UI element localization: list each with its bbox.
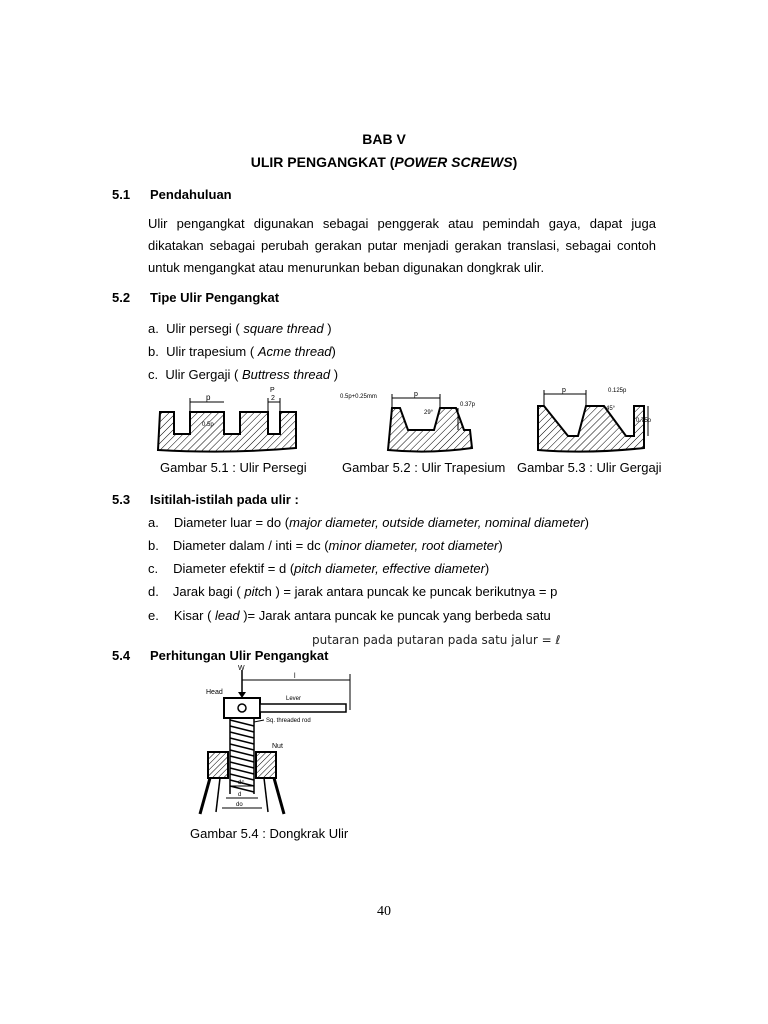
list-text-end: ): [584, 515, 589, 530]
list-marker: c.: [148, 367, 159, 382]
list-marker: c.: [148, 561, 159, 576]
figure-5-3-caption: Gambar 5.3 : Ulir Gergaji: [517, 460, 662, 475]
list-text: Kisar (: [173, 608, 216, 623]
term-d: [148, 584, 557, 599]
section-5-1-number: 5.1: [112, 187, 131, 202]
section-5-1-title: Pendahuluan: [150, 187, 232, 202]
chapter-number: BAB V: [362, 131, 406, 147]
list-text-end: )= Jarak antara puncak ke puncak yang berbeda satu: [239, 608, 551, 623]
list-text: Diameter dalam / inti = dc (: [172, 538, 329, 553]
list-text: Diameter luar = do (: [173, 515, 290, 530]
section-5-2-number: 5.2: [112, 290, 131, 305]
term-e: [148, 608, 551, 623]
buttress-thread-figure: [528, 384, 658, 454]
label-load: W: [238, 665, 245, 672]
label-depth: 0.37p: [460, 402, 476, 408]
label-nut: Nut: [272, 743, 283, 750]
label-angle: 29°: [424, 410, 434, 416]
page-number: 40: [377, 904, 391, 919]
list-marker: e.: [148, 608, 159, 623]
label-half-pitch-top: P: [270, 387, 275, 394]
chapter-title-prefix: ULIR PENGANGKAT (: [250, 154, 395, 170]
chapter-title: [0, 154, 768, 170]
label-pitch: p: [414, 391, 418, 398]
list-text-end: ): [330, 367, 339, 382]
list-italic: pitc: [244, 584, 265, 599]
thread-type-c: [148, 367, 338, 382]
label-head: Head: [206, 689, 223, 696]
paragraph-line-2: dikatakan sebagai perubah gerakan putar menjadi gerakan translasi, sebagai contoh: [148, 238, 656, 253]
term-a: [148, 515, 589, 530]
label-depth: 0.75p: [636, 418, 652, 424]
paragraph-line-1: Ulir pengangkat digunakan sebagai penggerak atau pemindah gaya, dapat juga: [148, 216, 656, 231]
list-marker: a.: [148, 515, 159, 530]
list-text: Diameter efektif = d (: [173, 561, 295, 576]
list-text-end: ): [484, 561, 490, 576]
label-pitch: p: [206, 393, 211, 402]
list-text: Ulir persegi (: [166, 321, 244, 336]
list-marker: d.: [148, 584, 159, 599]
section-5-2-title: Tipe Ulir Pengangkat: [150, 290, 280, 305]
screw-jack-figure: [190, 664, 370, 822]
chapter-title-suffix: ): [512, 154, 518, 170]
list-italic: minor diameter, root diameter: [328, 538, 499, 553]
label-half-pitch-bottom: 2: [271, 395, 275, 402]
list-marker: b.: [148, 344, 159, 359]
list-italic: lead: [215, 608, 240, 623]
list-text-end: ): [323, 321, 332, 336]
chapter-title-italic: POWER SCREWS: [394, 154, 513, 170]
list-text: Ulir Gergaji (: [165, 367, 242, 382]
section-5-4-number: 5.4: [112, 648, 131, 663]
thread-type-a: [148, 321, 332, 336]
section-5-1-paragraph: [148, 213, 656, 279]
label-dc: dc: [238, 780, 245, 786]
label-angle: 45°: [606, 406, 616, 412]
section-5-4-title: Perhitungan Ulir Pengangkat: [150, 648, 329, 663]
list-italic: Buttress thread: [241, 367, 331, 382]
paragraph-line-3: untuk mengangkat atau menurunkan beban digunakan dongkrak ulir.: [148, 260, 545, 275]
list-text: Ulir trapesium (: [166, 344, 258, 359]
list-marker: a.: [148, 321, 159, 336]
label-length: l: [294, 673, 296, 680]
list-italic: major diameter, outside diameter, nominal diameter: [289, 515, 585, 530]
label-d: d: [238, 792, 242, 798]
trapezoidal-thread-figure: [340, 386, 490, 454]
section-5-3-number: 5.3: [112, 492, 131, 507]
figure-5-4-caption: Gambar 5.4 : Dongkrak Ulir: [190, 826, 349, 841]
section-5-3-title: Isitilah-istilah pada ulir :: [150, 492, 299, 507]
thread-type-b: [148, 344, 336, 359]
square-thread-figure: [150, 382, 300, 454]
label-lever: Lever: [286, 696, 302, 702]
list-text-end: ): [331, 344, 336, 359]
label-do: do: [236, 802, 243, 808]
list-text-end: h ) = jarak antara puncak ke puncak berikutnya = p: [264, 584, 558, 599]
list-italic: pitch diameter, effective diameter: [294, 561, 485, 576]
label-crest-width: 0.5p+0.25mm: [340, 394, 377, 400]
label-depth: 0.5p: [202, 422, 214, 428]
lead-definition-continuation: putaran pada putaran pada satu jalur = ℓ: [312, 633, 561, 647]
label-pitch: p: [562, 387, 566, 394]
list-italic: Acme thread: [257, 344, 332, 359]
label-crest: 0.125p: [608, 388, 627, 394]
figure-5-2-caption: Gambar 5.2 : Ulir Trapesium: [342, 460, 506, 475]
list-text: Jarak bagi (: [172, 584, 245, 599]
figure-5-1-caption: Gambar 5.1 : Ulir Persegi: [160, 460, 307, 475]
list-italic: square thread: [243, 321, 324, 336]
list-text-end: ): [498, 538, 503, 553]
label-rod: Sq. threaded rod: [266, 718, 311, 724]
term-c: [148, 561, 489, 576]
list-marker: b.: [148, 538, 159, 553]
term-b: [148, 538, 503, 553]
